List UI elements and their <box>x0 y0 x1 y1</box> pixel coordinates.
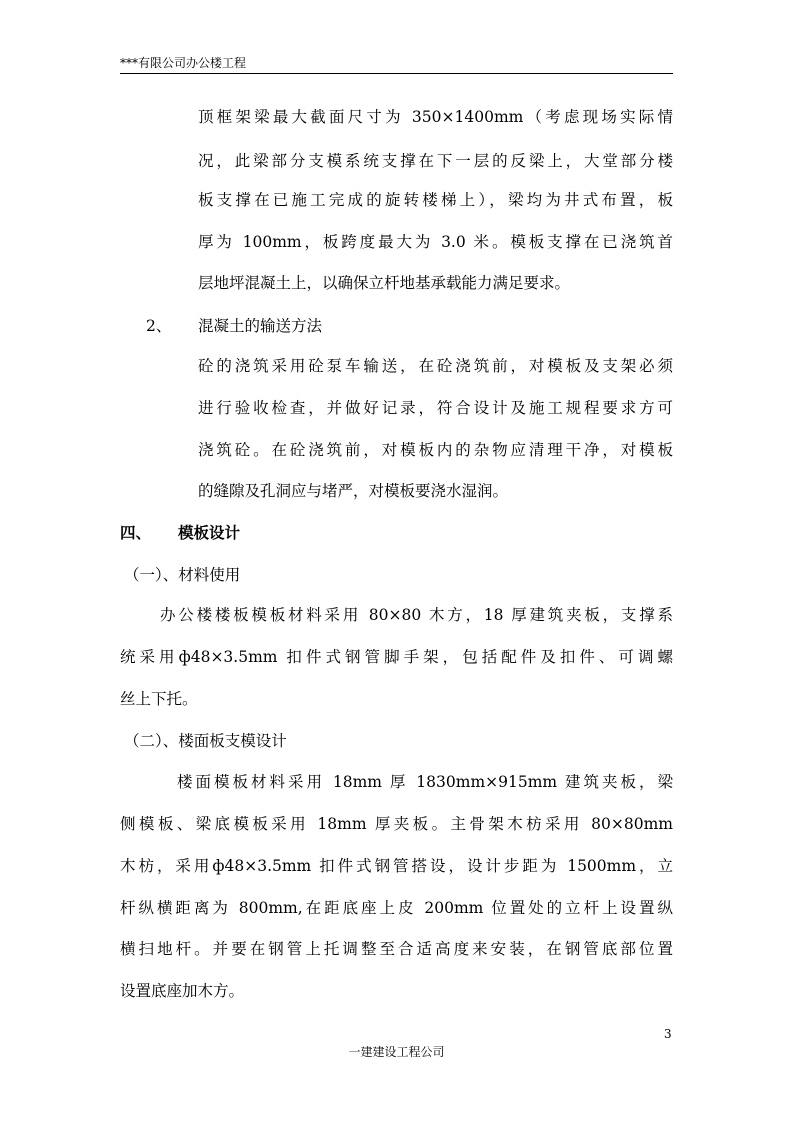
paragraph-line: 砼的浇筑采用砼泵车输送，在砼浇筑前，对模板及支架必须 <box>198 357 673 375</box>
paragraph-line: 横扫地杆。并要在钢管上托调整至合适高度来安装，在钢管底部位置 <box>120 940 673 958</box>
item-title: 混凝土的输送方法 <box>198 317 323 335</box>
paragraph-line: 杆纵横距离为 800mm,在距底座上皮 200mm 位置处的立杆上设置纵 <box>120 899 673 917</box>
subsection-title: （一）、材料使用 <box>124 566 241 584</box>
paragraph-line: 况，此梁部分支模系统支撑在下一层的反梁上，大堂部分楼 <box>198 152 673 170</box>
paragraph-line: 厚为 100mm，板跨度最大为 3.0 米。模板支撑在已浇筑首 <box>198 233 673 251</box>
paragraph-line: 层地坪混凝土上，以确保立杆地基承载能力满足要求。 <box>198 274 571 292</box>
paragraph-line: 木枋，采用ф48×3.5mm 扣件式钢管搭设，设计步距为 1500mm，立 <box>120 857 673 875</box>
header-title: ***有限公司办公楼工程 <box>120 56 247 70</box>
page-number: 3 <box>664 1027 672 1041</box>
subsection-title: （二）、楼面板支模设计 <box>124 732 287 750</box>
paragraph-line: 板支撑在已施工完成的旋转楼梯上），梁均为井式布置，板 <box>198 191 673 209</box>
header-divider <box>120 73 673 74</box>
section-title: 模板设计 <box>178 523 241 542</box>
paragraph-line: 浇筑砼。在砼浇筑前，对模板内的杂物应清理干净，对模板 <box>198 441 673 459</box>
paragraph-line: 设置底座加木方。 <box>120 982 245 1000</box>
paragraph-line: 侧模板、梁底模板采用 18mm 厚夹板。主骨架木枋采用 80×80mm <box>120 815 673 833</box>
footer-company: 一建建设工程公司 <box>348 1045 445 1059</box>
paragraph-line: 丝上下托。 <box>120 690 198 708</box>
section-number: 四、 <box>120 523 152 542</box>
paragraph-line: 楼面模板材料采用 18mm 厚 1830mm×915mm 建筑夹板，梁 <box>177 773 673 791</box>
paragraph-line: 的缝隙及孔洞应与堵严，对模板要浇水湿润。 <box>198 482 509 500</box>
item-number: 2、 <box>146 317 172 335</box>
paragraph-line: 顶框架梁最大截面尺寸为 350×1400mm（考虑现场实际情 <box>198 108 673 126</box>
paragraph-line: 办公楼楼板模板材料采用 80×80 木方，18 厚建筑夹板，支撑系 <box>160 606 673 624</box>
paragraph-line: 统采用ф48×3.5mm 扣件式钢管脚手架，包括配件及扣件、可调螺 <box>120 648 673 666</box>
paragraph-line: 进行验收检查，并做好记录，符合设计及施工规程要求方可 <box>198 399 673 417</box>
